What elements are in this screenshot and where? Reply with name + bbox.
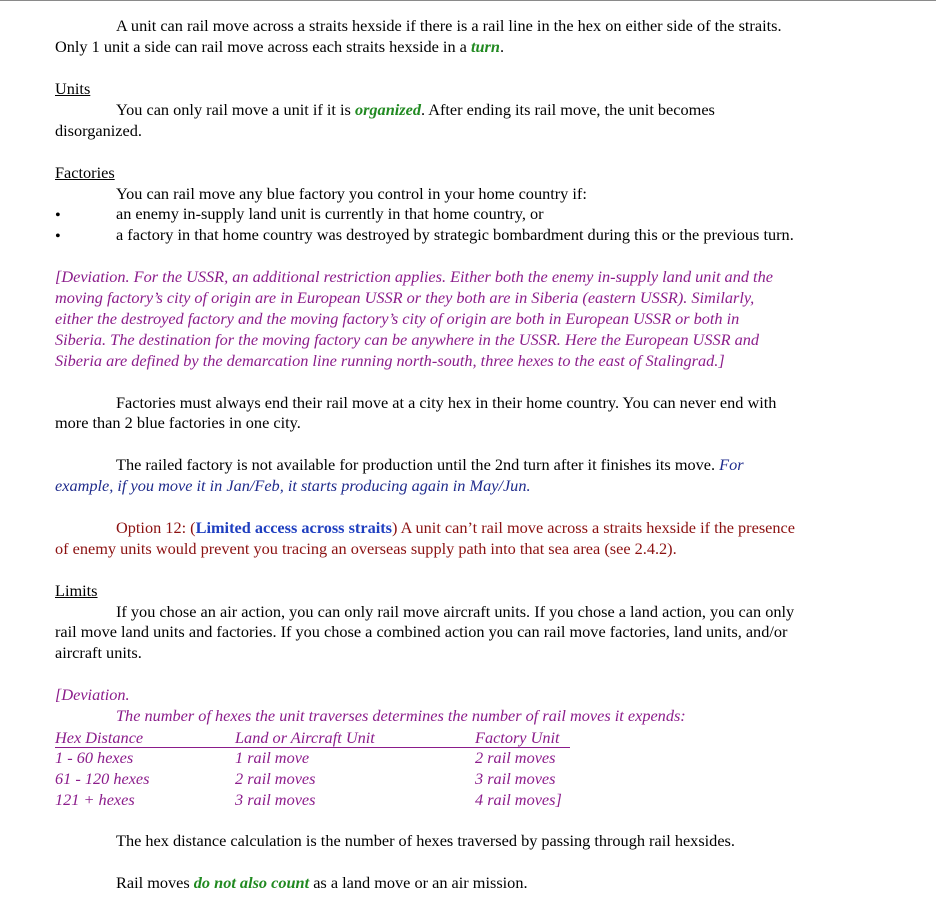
deviation-ussr-line-3: either the destroyed factory and the moving factory’s city of origin are both in European USSR or both in	[55, 309, 740, 328]
table-cell: 2 rail moves	[475, 748, 556, 767]
factories-bullet-2: a factory in that home country was destroyed by strategic bombardment during this or the previous turn.	[116, 225, 794, 244]
factory-end-line-1: Factories must always end their rail move at a city hex in their home country. You can never end with	[116, 393, 777, 412]
table-cell: 61 - 120 hexes	[55, 769, 150, 788]
deviation-table-label: [Deviation.	[55, 685, 130, 704]
table-cell: 4 rail moves]	[475, 790, 562, 809]
table-cell: 1 rail move	[235, 748, 310, 767]
straits-line-1: A unit can rail move across a straits hexside if there is a rail line in the hex on either side of the straits.	[116, 16, 782, 35]
option12-line-2: of enemy units would prevent you tracing an overseas supply path into that sea area (see 2.4.2).	[55, 539, 677, 558]
table-header-cell: Hex Distance	[55, 728, 144, 747]
factories-bullet-1: an enemy in-supply land unit is currently in that home country, or	[116, 204, 544, 223]
units-heading: Units	[55, 79, 91, 98]
rail-moves-text: Rail moves do not also count as a land move or an air mission.	[116, 873, 528, 892]
bullet-marker: •	[55, 205, 61, 224]
rail-cost-table	[55, 728, 575, 811]
deviation-ussr-line-5: Siberia are defined by the demarcation line running north-south, three hexes to the east of Stalingrad.]	[55, 351, 725, 370]
deviation-ussr-line-4: Siberia. The destination for the moving factory can be anywhere in the USSR. Here the European USSR and	[55, 330, 760, 349]
deviation-table-intro: The number of hexes the unit traverses determines the number of rail moves it expends:	[116, 706, 686, 725]
table-cell: 3 rail moves	[475, 769, 556, 788]
table-cell: 2 rail moves	[235, 769, 316, 788]
turn-term: turn	[470, 37, 500, 56]
table-cell: 121 + hexes	[55, 790, 135, 809]
railed-example: example, if you move it in Jan/Feb, it starts producing again in May/Jun.	[55, 476, 531, 495]
factories-intro: You can rail move any blue factory you control in your home country if:	[116, 184, 587, 203]
table-header-row	[55, 728, 570, 748]
limits-heading: Limits	[55, 581, 98, 600]
factories-heading: Factories	[55, 163, 115, 182]
units-line-1: You can only rail move a unit if it is organized. After ending its rail move, the unit becomes	[116, 100, 715, 119]
table-cell: 3 rail moves	[235, 790, 316, 809]
limits-line-2: rail move land units and factories. If you chose a combined action you can rail move factories, land units, and/or	[55, 622, 788, 641]
deviation-ussr-line-1: [Deviation. For the USSR, an additional restriction applies. Either both the enemy in-supply land unit and the	[55, 267, 773, 286]
factory-end-line-2: more than 2 blue factories in one city.	[55, 413, 301, 432]
hex-calc-text: The hex distance calculation is the number of hexes traversed by passing through rail hexsides.	[116, 831, 735, 850]
table-cell: 1 - 60 hexes	[55, 748, 134, 767]
deviation-ussr-line-2: moving factory’s city of origin are in European USSR or they both are in Siberia (eastern USSR). Similarly,	[55, 288, 755, 307]
option12-name: Limited access across straits	[195, 518, 392, 537]
limits-line-3: aircraft units.	[55, 643, 142, 662]
organized-term: organized	[354, 100, 421, 119]
table-header-cell: Factory Unit	[475, 728, 560, 747]
top-divider	[0, 0, 936, 1]
railed-line-1: The railed factory is not available for production until the 2nd turn after it finishes its move. For	[116, 455, 744, 474]
option12-line-1: Option 12: (Limited access across straits) A unit can’t rail move across a straits hexside if the presence	[116, 518, 795, 537]
bullet-marker: •	[55, 226, 61, 245]
table-row	[55, 790, 575, 811]
table-header-cell: Land or Aircraft Unit	[235, 728, 375, 747]
straits-line-2: Only 1 unit a side can rail move across each straits hexside in a turn.	[55, 37, 505, 56]
limits-line-1: If you chose an air action, you can only rail move aircraft units. If you chose a land action, you can only	[116, 602, 795, 621]
units-line-2: disorganized.	[55, 121, 142, 140]
do-not-also-count-term: do not also count	[193, 873, 310, 892]
table-row	[55, 769, 575, 790]
table-row	[55, 748, 575, 769]
